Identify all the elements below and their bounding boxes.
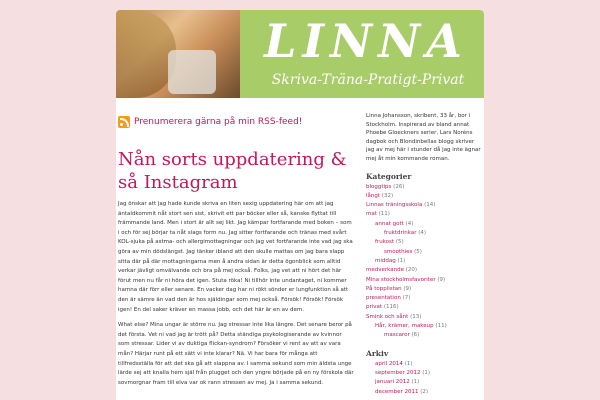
category-item (366, 331, 482, 340)
categories-title: Kategorier (366, 171, 412, 181)
category-link[interactable]: Mina stockholmsfavoriter (366, 276, 436, 283)
category-link[interactable]: presentation (366, 295, 401, 302)
item-count: (11) (378, 211, 390, 218)
category-link[interactable]: medverkande (366, 267, 404, 274)
category-item (366, 201, 482, 210)
category-link[interactable]: mat (366, 211, 377, 218)
item-count: (11) (435, 323, 447, 330)
item-count: (4) (405, 220, 414, 227)
page-container (116, 10, 484, 400)
item-count: (32) (381, 192, 394, 199)
site-logo[interactable]: LINNA (254, 16, 478, 66)
category-link[interactable]: På topplistan (366, 285, 402, 292)
rss-link[interactable]: Prenumerera gärna på min RSS-feed! (134, 117, 303, 127)
category-item (366, 220, 482, 229)
category-item (366, 210, 482, 219)
post-paragraph: What else? Mina ungar är större nu. Jag stressar inte lika längre. Det senare beror på det första. Vet ni vad jag är trött på? Detta ständiga psykologiserande av kvinnor som stressar. Lider vi av duktiga flickan-syndrom? Försöker vi rent av att av vara mån? Härjar runt på ett sätt vi inte klarar? Nä. Vi har bara för många att tillfredsställa för att det ska gå att slappna av. I samma sekund som min äldsta unge lärde sej att knalla hem själ från plugget och den yngre började på en ny förskola där sovmorgnar fram till elva var ok rann stressen av mej. Ja i samma sekund. (118, 322, 354, 386)
category-link[interactable]: fruktdrinkar (384, 230, 417, 237)
category-item (366, 303, 482, 312)
site-header (116, 10, 484, 98)
category-link[interactable]: Hår, krämer, makeup (375, 323, 434, 330)
category-link[interactable]: Linnas träningsskola (366, 202, 423, 209)
category-link[interactable]: middag (375, 257, 396, 264)
archive-item (366, 388, 482, 397)
item-count: (9) (403, 285, 412, 292)
archive-item (366, 369, 482, 378)
category-link[interactable]: privat (366, 304, 383, 311)
item-count: (5) (395, 239, 404, 246)
header-photo-glass (168, 50, 216, 94)
item-count: (6) (411, 332, 420, 339)
rss-subscribe[interactable] (118, 114, 354, 130)
item-count: (9) (437, 276, 446, 283)
category-item (366, 276, 482, 285)
item-count: (7) (402, 295, 411, 302)
category-item (366, 257, 482, 266)
site-tagline: Skriva-Träna-Pratigt-Privat (271, 72, 465, 88)
category-item (366, 294, 482, 303)
item-count: (1) (422, 369, 431, 376)
category-item (366, 192, 482, 201)
sidebar (366, 112, 482, 397)
item-count: (116) (383, 304, 399, 311)
item-count: (1) (411, 379, 420, 386)
item-count: (1) (397, 257, 406, 264)
post-title[interactable]: Nån sorts uppdatering & så Instagram (118, 149, 347, 193)
category-item (366, 248, 482, 257)
archive-item (366, 360, 482, 369)
item-count: (4) (418, 230, 427, 237)
post-body (118, 200, 354, 388)
category-item (366, 285, 482, 294)
item-count: (1) (404, 360, 413, 367)
archive-list (366, 360, 482, 397)
category-link[interactable]: långt (366, 192, 381, 199)
main-content (118, 114, 354, 388)
category-link[interactable]: bloggtips (366, 183, 392, 190)
post-paragraph: Jag önskar att jag hade kunde skriva en liten sexig uppdatering här om att jag äntaldkommit nåt stort sen sist, skrivit ett par böcker eller så, kanske flyttat till främmande land. Men i stort är allt sej likt. Jag kämpar fortfarande med boken – som i och för sej börjar ta nåt slags form nu. Jag sitter fortfarande och tränas med svårt KOL-sjuka på astma- och allergimottagningar och jag vet fortfarande inte vad jag ska göra av min dödslängst. Jag tänker ibland att den skulle mattas om jag bara slapp sitta där på där mottagningarna men å andra sidan är detta ögonblick som alltid verkar jävligt omvälvande och bra på mej också. Folks, jag vet att ni hört det här förut men nu får ni höra det igen. Stuta röka! Ni tillhör inte undantaget, ni kommer hamna där förr eller senare. En vacker dag har ni rökt sönder er lungfunktion så att den är sämre än vad den är hos själdingar som mej också. Försök! Försök! Försök igen! En del saker kräver en massa jobb, och det här är en av dem. (118, 201, 353, 313)
header-photo-hair (116, 10, 176, 98)
category-link[interactable]: smoothies (384, 248, 413, 255)
archive-link[interactable]: december 2011 (375, 388, 419, 395)
category-item (366, 238, 482, 247)
rss-icon[interactable] (118, 116, 130, 128)
item-count: (13) (410, 313, 422, 320)
category-item (366, 313, 482, 322)
category-list (366, 183, 482, 341)
archive-link[interactable]: januari 2012 (375, 379, 410, 386)
item-count: (5) (414, 248, 422, 255)
category-item (366, 266, 482, 275)
author-bio: Linna Johansson, skribent, 33 år, bor i Stockholm. Inspirerad av bland annat Phoebe Gloeckners serier, Lars Noréns dagbok och Blondinbellas blogg skriver jag av mej här i stunder då jag inte ägnar mej åt min kommande roman. (366, 113, 481, 162)
item-count: (2) (420, 388, 429, 395)
category-item (366, 183, 482, 192)
archive-title: Arkiv (366, 348, 389, 358)
archive-item (366, 378, 482, 387)
category-item (366, 229, 482, 238)
item-count: (26) (393, 183, 405, 190)
archive-link[interactable]: september 2012 (375, 369, 421, 376)
category-link[interactable]: frukost (375, 239, 395, 246)
category-item (366, 322, 482, 331)
item-count: (14) (424, 202, 436, 209)
item-count: (20) (405, 267, 417, 274)
archive-link[interactable]: april 2014 (375, 360, 403, 367)
header-photo (116, 10, 240, 98)
category-link[interactable]: annat gott (375, 220, 404, 227)
category-link[interactable]: Smink och sånt (366, 313, 409, 320)
category-link[interactable]: mascaror (384, 332, 410, 339)
